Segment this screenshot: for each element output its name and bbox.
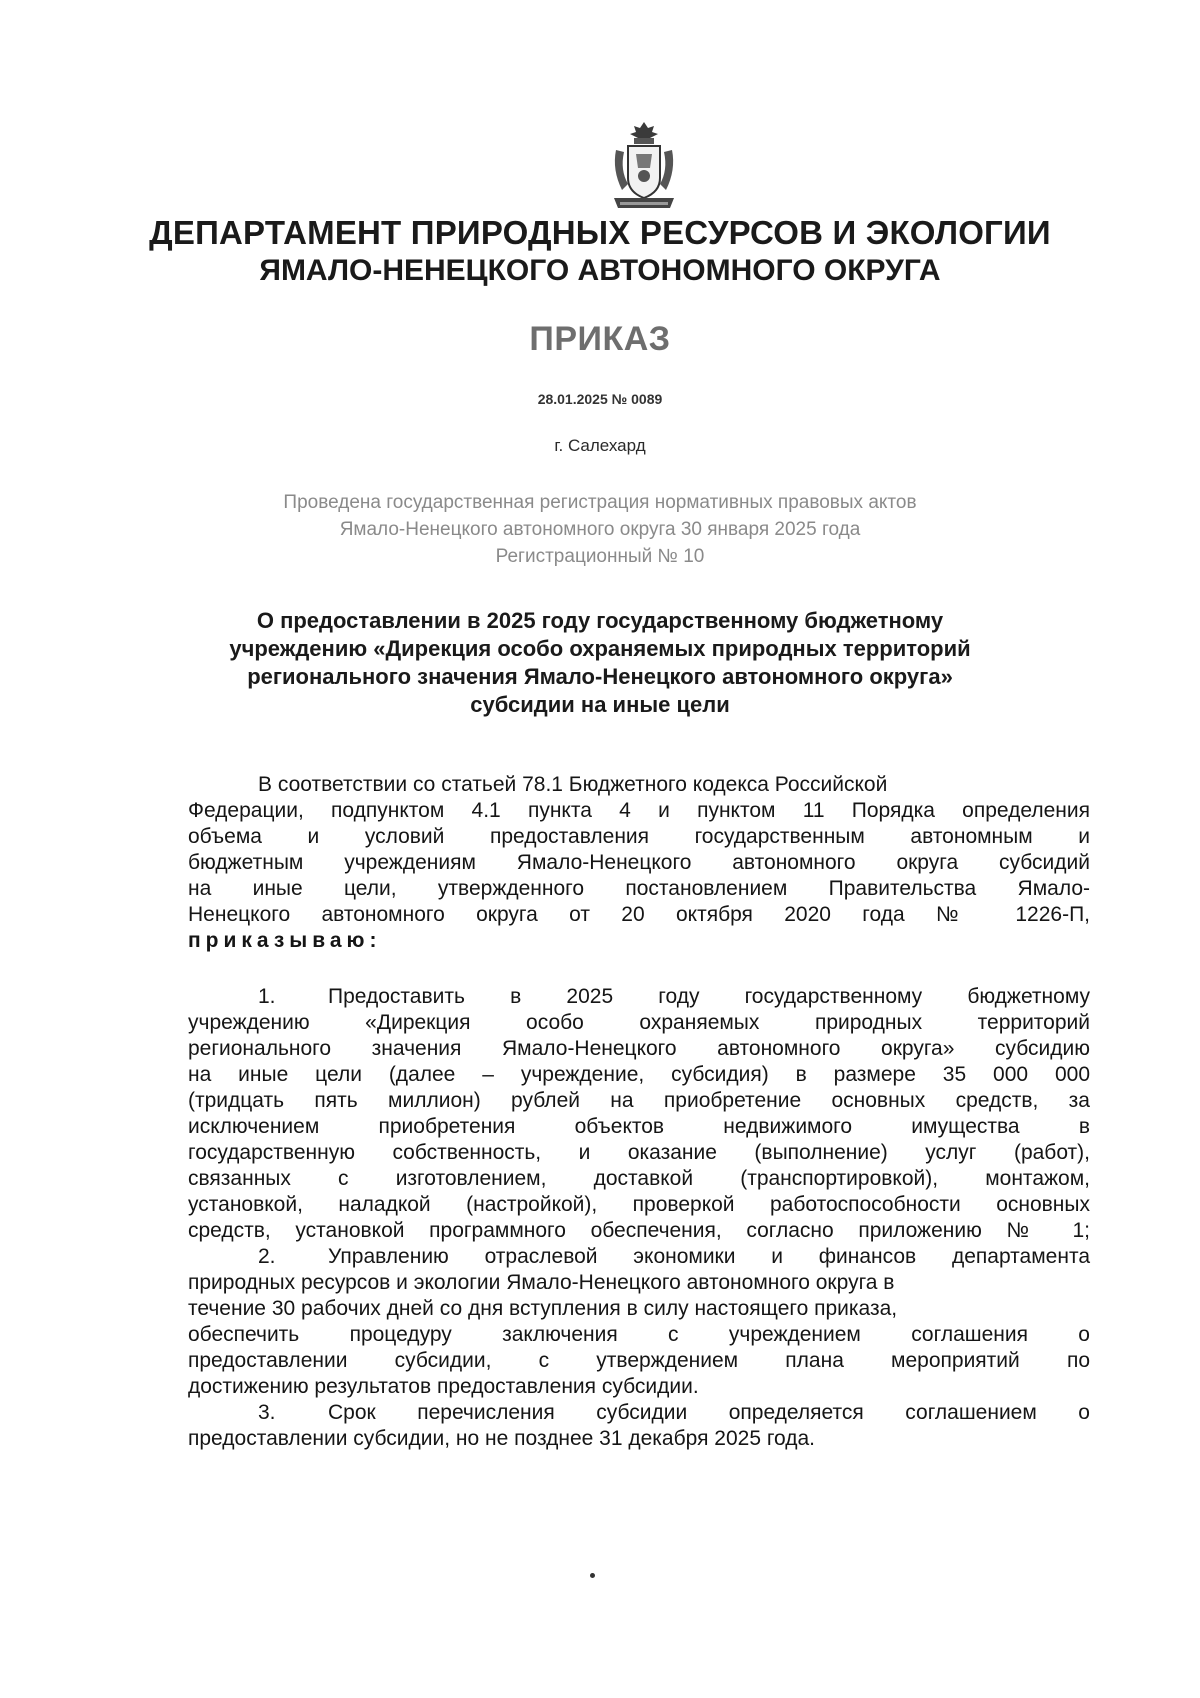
item-line: связанных с изготовлением, доставкой (транспортировкой), монтажом, [188,1167,1090,1190]
order-title-line-3: регионального значения Ямало-Ненецкого автономного округа» [247,664,953,689]
preamble-line: бюджетным учреждениям Ямало-Ненецкого автономного округа субсидий [188,851,1090,874]
department-name-line-2: ЯМАЛО-НЕНЕЦКОГО АВТОНОМНОГО ОКРУГА [259,254,941,287]
item-line: обеспечить процедуру заключения с учреждением соглашения о [188,1323,1090,1346]
item-line: Управлению отраслевой экономики и финансов департамента [328,1245,1090,1268]
item-line: (тридцать пять миллион) рублей на приобретение основных средств, за [188,1089,1090,1112]
order-title-line-1: О предоставлении в 2025 году государственному бюджетному [256,608,944,633]
document-date-number: 28.01.2025 № 0089 [537,391,663,407]
coat-of-arms-emblem [610,120,678,212]
preamble-line: В соответствии со статьей 78.1 Бюджетного кодекса Российской [258,773,888,796]
registration-stamp-line-2: Ямало-Ненецкого автономного округа 30 января 2025 года [339,519,861,540]
item-line: Срок перечисления субсидии определяется соглашением о [328,1401,1090,1424]
item-number: 1. [258,985,276,1008]
item-line: достижению результатов предоставления субсидии. [188,1375,699,1398]
order-title-line-4: субсидии на иные цели [470,692,730,717]
preamble-line: Ненецкого автономного округа от 20 октября 2020 года № 1226-П, [188,903,1090,926]
registration-stamp-line-3: Регистрационный № 10 [495,546,705,567]
order-title-line-2: учреждению «Дирекция особо охраняемых природных территорий [229,636,971,661]
item-line: учреждению «Дирекция особо охраняемых природных территорий [188,1011,1090,1034]
preamble-line: объема и условий предоставления государственным автономным и [188,825,1090,848]
item-number: 3. [258,1401,276,1424]
item-line: регионального значения Ямало-Ненецкого автономного округа» субсидию [188,1037,1090,1060]
scan-speck [590,1573,595,1578]
preamble-line: на иные цели, утвержденного постановлением Правительства Ямало- [188,877,1090,900]
document-type: ПРИКАЗ [529,320,671,358]
registration-stamp-line-1: Проведена государственная регистрация нормативных правовых актов [283,492,917,513]
item-line: Предоставить в 2025 году государственному бюджетному [328,985,1090,1008]
item-line: предоставлении субсидии, но не позднее 31 декабря 2025 года. [188,1427,816,1450]
item-line: течение 30 рабочих дней со дня вступления в силу настоящего приказа, [188,1297,898,1320]
item-line: предоставлении субсидии, с утверждением плана мероприятий по [188,1349,1090,1372]
item-line: исключением приобретения объектов недвижимого имущества в [188,1115,1090,1138]
item-line: средств, установкой программного обеспечения, согласно приложению № 1; [188,1219,1090,1242]
item-line: на иные цели (далее – учреждение, субсидия) в размере 35 000 000 [188,1063,1090,1086]
department-name-line-1: ДЕПАРТАМЕНТ ПРИРОДНЫХ РЕСУРСОВ И ЭКОЛОГИИ [149,214,1051,251]
item-number: 2. [258,1245,276,1268]
order-word: приказываю: [188,929,382,952]
item-line: природных ресурсов и экологии Ямало-Ненецкого автономного округа в [188,1271,895,1294]
document-city: г. Салехард [554,436,646,455]
item-line: государственную собственность, и оказание (выполнение) услуг (работ), [188,1141,1090,1164]
item-line: установкой, наладкой (настройкой), проверкой работоспособности основных [188,1193,1090,1216]
preamble-line: Федерации, подпунктом 4.1 пункта 4 и пунктом 11 Порядка определения [188,799,1090,822]
